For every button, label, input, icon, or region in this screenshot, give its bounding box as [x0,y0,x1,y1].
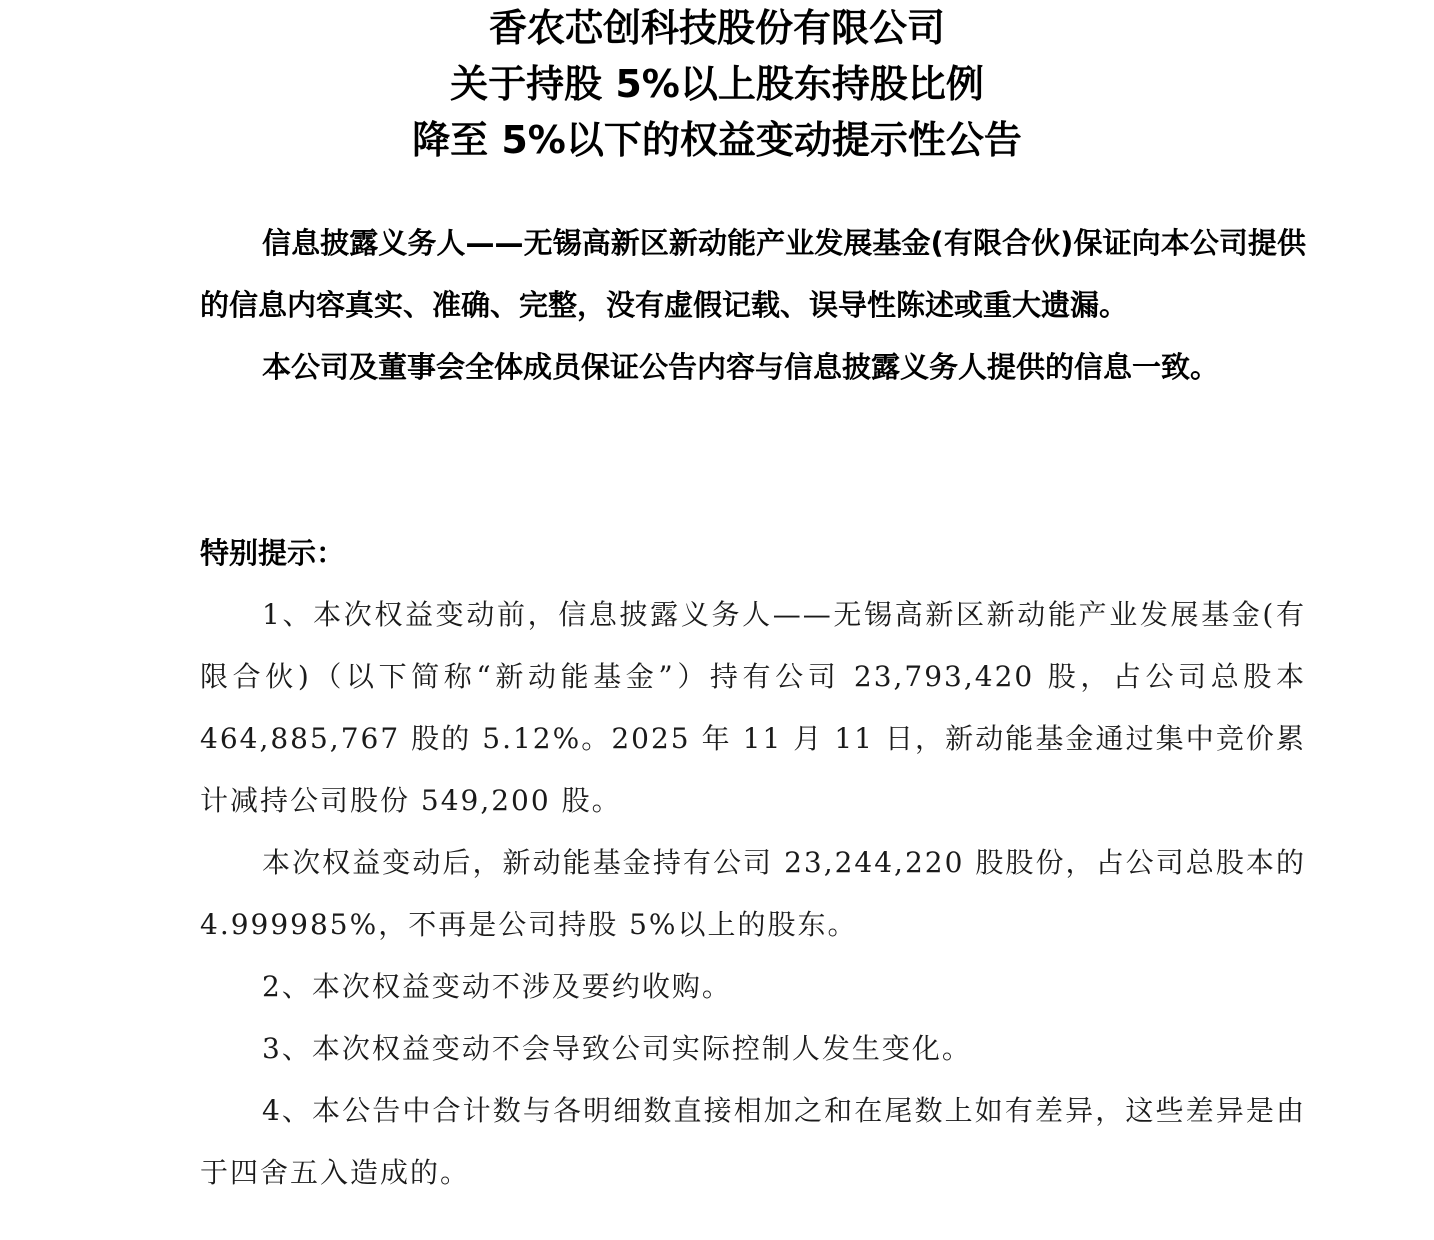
special-notes-section [200,522,1306,1204]
special-note-1-after: 本次权益变动后，新动能基金持有公司 23,244,220 股股份，占公司总股本的 4.999985%，不再是公司持股 5%以上的股东。 [200,846,1306,941]
special-note-1: 1、本次权益变动前，信息披露义务人——无锡高新区新动能产业发展基金(有限合伙)（以下简称“新动能基金”）持有公司 23,793,420 股，占公司总股本 464,885,767 股的 5.12%。2025 年 11 月 11 日，新动能基金通过集中竞价累计减持公司股份 549,200 股。 [200,598,1306,817]
special-note-4: 4、本公告中合计数与各明细数直接相加之和在尾数上如有差异，这些差异是由于四舍五入造成的。 [200,1094,1306,1189]
special-notes-heading: 特别提示： [200,536,346,570]
title-company-name: 香农芯创科技股份有限公司 [488,6,945,50]
announcement-title [0,0,1434,168]
title-announcement-type: 降至 5%以下的权益变动提示性公告 [412,118,1022,162]
special-note-3: 3、本次权益变动不会导致公司实际控制人发生变化。 [262,1032,972,1065]
notice-board-paragraph: 本公司及董事会全体成员保证公告内容与信息披露义务人提供的信息一致。 [262,350,1220,384]
title-subject-line: 关于持股 5%以上股东持股比例 [450,62,984,106]
disclosure-notice [200,212,1306,398]
special-note-2: 2、本次权益变动不涉及要约收购。 [262,970,732,1003]
notice-guarantee-paragraph: 信息披露义务人——无锡高新区新动能产业发展基金(有限合伙)保证向本公司提供的信息内容真实、准确、完整，没有虚假记载、误导性陈述或重大遗漏。 [200,226,1306,322]
